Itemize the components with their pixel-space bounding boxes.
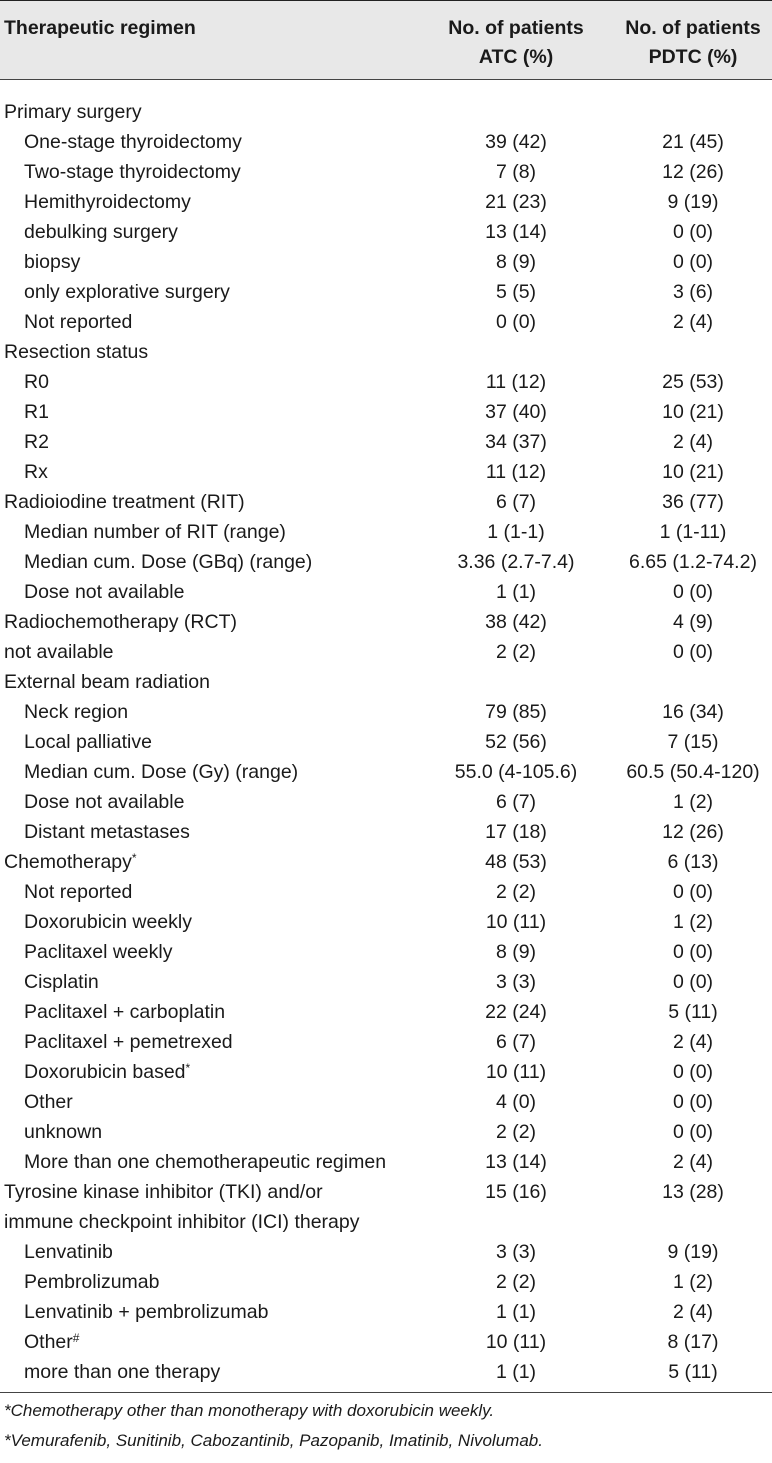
row-label-text: Tyrosine kinase inhibitor (TKI) and/or bbox=[4, 1181, 323, 1203]
row-label-text: more than one therapy bbox=[24, 1361, 221, 1383]
cell-pdtc: 10 (21) bbox=[662, 401, 724, 423]
row-label-text: Median cum. Dose (GBq) (range) bbox=[24, 551, 313, 573]
cell-atc: 15 (16) bbox=[485, 1181, 547, 1203]
table-row bbox=[0, 1237, 772, 1267]
row-label-text: Paclitaxel weekly bbox=[24, 941, 173, 963]
cell-pdtc: 2 (4) bbox=[672, 1151, 714, 1173]
table-row bbox=[0, 1087, 772, 1117]
row-label bbox=[4, 847, 137, 877]
row-label bbox=[24, 157, 241, 187]
table-row bbox=[0, 1027, 772, 1057]
cell-pdtc: 0 (0) bbox=[672, 941, 714, 963]
table-row bbox=[0, 367, 772, 397]
row-label bbox=[24, 1057, 190, 1087]
cell-pdtc: 6.65 (1.2-74.2) bbox=[629, 551, 757, 573]
cell-atc: 2 (2) bbox=[495, 641, 537, 663]
row-label bbox=[24, 1297, 268, 1327]
row-label bbox=[24, 1357, 220, 1387]
cell-atc: 10 (11) bbox=[485, 1331, 547, 1353]
cell-atc: 2 (2) bbox=[495, 1121, 537, 1143]
cell-pdtc: 6 (13) bbox=[667, 851, 719, 873]
cell-atc: 22 (24) bbox=[485, 1001, 547, 1023]
footnote-marker: # bbox=[72, 1331, 80, 1345]
row-label bbox=[24, 1237, 113, 1267]
cell-atc: 55.0 (4-105.6) bbox=[454, 761, 578, 783]
cell-pdtc: 5 (11) bbox=[668, 1361, 718, 1383]
row-label-text: biopsy bbox=[24, 251, 81, 273]
row-label bbox=[24, 817, 190, 847]
cell-atc: 3 (3) bbox=[495, 971, 537, 993]
cell-pdtc: 60.5 (50.4-120) bbox=[626, 761, 760, 783]
cell-atc: 1 (1-1) bbox=[487, 521, 545, 543]
cell-pdtc: 2 (4) bbox=[672, 311, 714, 333]
cell-atc: 38 (42) bbox=[485, 611, 547, 633]
table-row bbox=[0, 787, 772, 817]
row-label-text: Lenvatinib + pembrolizumab bbox=[24, 1301, 269, 1323]
cell-pdtc: 21 (45) bbox=[662, 131, 724, 153]
row-label bbox=[24, 547, 312, 577]
cell-atc: 13 (14) bbox=[485, 221, 547, 243]
cell-pdtc: 12 (26) bbox=[662, 161, 724, 183]
header-pdtc-line2: PDTC (%) bbox=[648, 46, 738, 68]
cell-atc: 52 (56) bbox=[485, 731, 547, 753]
table-row bbox=[0, 547, 772, 577]
row-label-text: External beam radiation bbox=[4, 671, 210, 693]
cell-pdtc: 25 (53) bbox=[662, 371, 724, 393]
table-row bbox=[0, 127, 772, 157]
row-label bbox=[24, 397, 49, 427]
row-label bbox=[24, 877, 132, 907]
row-label-text: Dose not available bbox=[24, 581, 185, 603]
header-pdtc bbox=[614, 14, 772, 72]
cell-pdtc: 0 (0) bbox=[672, 1121, 714, 1143]
header-pdtc-line1: No. of patients bbox=[625, 17, 761, 39]
row-label-text: Radioiodine treatment (RIT) bbox=[4, 491, 245, 513]
row-label-text: Paclitaxel + carboplatin bbox=[24, 1001, 226, 1023]
row-label-text: Neck region bbox=[24, 701, 129, 723]
table-row bbox=[0, 907, 772, 937]
table-row bbox=[0, 637, 772, 667]
row-label-text: Pembrolizumab bbox=[24, 1271, 160, 1293]
cell-pdtc: 10 (21) bbox=[662, 461, 724, 483]
row-label bbox=[4, 97, 142, 127]
cell-atc: 2 (2) bbox=[495, 1271, 537, 1293]
footnote-chemotherapy: *Chemotherapy other than monotherapy with doxorubicin weekly. bbox=[4, 1401, 495, 1420]
row-label-text: Lenvatinib bbox=[24, 1241, 113, 1263]
cell-pdtc: 9 (19) bbox=[667, 191, 719, 213]
table-row bbox=[0, 1357, 772, 1387]
cell-atc: 4 (0) bbox=[495, 1091, 537, 1113]
row-label bbox=[24, 277, 230, 307]
cell-pdtc: 2 (4) bbox=[672, 1031, 714, 1053]
cell-atc: 3 (3) bbox=[495, 1241, 537, 1263]
row-label-text: R2 bbox=[24, 431, 49, 453]
row-label bbox=[24, 247, 80, 277]
cell-pdtc: 3 (6) bbox=[672, 281, 714, 303]
row-label-text-continued: immune checkpoint inhibitor (ICI) therapy bbox=[4, 1211, 360, 1233]
row-label-text: Median number of RIT (range) bbox=[24, 521, 286, 543]
cell-pdtc: 2 (4) bbox=[672, 1301, 714, 1323]
row-label-text: More than one chemotherapeutic regimen bbox=[24, 1151, 387, 1173]
table-row bbox=[0, 1057, 772, 1087]
cell-pdtc: 1 (1-11) bbox=[659, 521, 727, 543]
cell-atc: 13 (14) bbox=[485, 1151, 547, 1173]
row-label bbox=[24, 1267, 159, 1297]
row-label bbox=[24, 127, 242, 157]
cell-atc: 5 (5) bbox=[495, 281, 537, 303]
row-label bbox=[24, 907, 192, 937]
header-atc-line1: No. of patients bbox=[448, 17, 584, 39]
cell-pdtc: 0 (0) bbox=[672, 221, 714, 243]
row-label bbox=[4, 607, 237, 637]
table-row bbox=[0, 607, 772, 637]
footnote-marker: * bbox=[185, 1061, 191, 1075]
row-label-text: Not reported bbox=[24, 881, 133, 903]
cell-pdtc: 2 (4) bbox=[672, 431, 714, 453]
row-label-text: Other bbox=[24, 1091, 73, 1113]
cell-atc: 10 (11) bbox=[485, 911, 547, 933]
cell-atc: 1 (1) bbox=[495, 1301, 537, 1323]
row-label bbox=[24, 457, 48, 487]
table-row bbox=[0, 997, 772, 1027]
row-label-text: Paclitaxel + pemetrexed bbox=[24, 1031, 233, 1053]
row-label-text: Doxorubicin weekly bbox=[24, 911, 192, 933]
table-row bbox=[0, 337, 772, 367]
row-label bbox=[24, 967, 99, 997]
table-row bbox=[0, 517, 772, 547]
row-label bbox=[24, 697, 128, 727]
row-label-text: R1 bbox=[24, 401, 49, 423]
cell-atc: 1 (1) bbox=[495, 1361, 537, 1383]
cell-pdtc: 16 (34) bbox=[662, 701, 724, 723]
row-label bbox=[24, 727, 152, 757]
cell-pdtc: 1 (2) bbox=[672, 1271, 714, 1293]
cell-pdtc: 1 (2) bbox=[672, 911, 714, 933]
row-label bbox=[24, 757, 298, 787]
header-atc bbox=[430, 14, 602, 72]
cell-pdtc: 0 (0) bbox=[672, 971, 714, 993]
row-label bbox=[24, 937, 172, 967]
table-row bbox=[0, 667, 772, 697]
cell-pdtc: 0 (0) bbox=[672, 251, 714, 273]
table-row bbox=[0, 157, 772, 187]
cell-pdtc: 0 (0) bbox=[672, 581, 714, 603]
table-row bbox=[0, 1297, 772, 1327]
row-label bbox=[4, 1177, 360, 1237]
cell-atc: 37 (40) bbox=[485, 401, 547, 423]
table-row bbox=[0, 217, 772, 247]
row-label-text: Rx bbox=[24, 461, 48, 483]
cell-atc: 10 (11) bbox=[485, 1061, 547, 1083]
row-label-text: Primary surgery bbox=[4, 101, 142, 123]
row-label-text: Resection status bbox=[4, 341, 149, 363]
row-label bbox=[24, 187, 191, 217]
row-label-text: Hemithyroidectomy bbox=[24, 191, 191, 213]
row-label-text: unknown bbox=[24, 1121, 103, 1143]
cell-pdtc: 0 (0) bbox=[672, 1061, 714, 1083]
row-label-text: Median cum. Dose (Gy) (range) bbox=[24, 761, 299, 783]
row-label bbox=[24, 1027, 233, 1057]
row-label bbox=[24, 367, 49, 397]
cell-pdtc: 9 (19) bbox=[667, 1241, 719, 1263]
table-row bbox=[0, 1327, 772, 1357]
footnote-marker: * bbox=[131, 851, 137, 865]
cell-atc: 6 (7) bbox=[495, 791, 537, 813]
cell-pdtc: 7 (15) bbox=[667, 731, 719, 753]
cell-atc: 6 (7) bbox=[495, 491, 537, 513]
row-label bbox=[4, 637, 114, 667]
table-row bbox=[0, 247, 772, 277]
cell-atc: 0 (0) bbox=[495, 311, 537, 333]
row-label-text: Radiochemotherapy (RCT) bbox=[4, 611, 238, 633]
cell-pdtc: 0 (0) bbox=[672, 641, 714, 663]
cell-pdtc: 5 (11) bbox=[668, 1001, 718, 1023]
cell-atc: 17 (18) bbox=[485, 821, 547, 843]
header-atc-line2: ATC (%) bbox=[478, 46, 554, 68]
table-row bbox=[0, 487, 772, 517]
row-label-text: Not reported bbox=[24, 311, 133, 333]
cell-atc: 34 (37) bbox=[485, 431, 547, 453]
row-label-text: Other bbox=[24, 1331, 73, 1353]
cell-atc: 1 (1) bbox=[495, 581, 537, 603]
row-label-text: only explorative surgery bbox=[24, 281, 230, 303]
cell-atc: 2 (2) bbox=[495, 881, 537, 903]
row-label bbox=[24, 1117, 102, 1147]
row-label bbox=[24, 517, 286, 547]
row-label bbox=[24, 1147, 386, 1177]
table-row bbox=[0, 277, 772, 307]
row-label bbox=[24, 787, 184, 817]
table-row bbox=[0, 1267, 772, 1297]
table-row bbox=[0, 697, 772, 727]
table-row bbox=[0, 1117, 772, 1147]
row-label-text: not available bbox=[4, 641, 114, 663]
table-row bbox=[0, 97, 772, 127]
cell-atc: 11 (12) bbox=[485, 371, 547, 393]
row-label-text: Local palliative bbox=[24, 731, 152, 753]
row-label bbox=[4, 667, 210, 697]
table-row bbox=[0, 577, 772, 607]
row-label bbox=[24, 1087, 73, 1117]
cell-atc: 79 (85) bbox=[485, 701, 547, 723]
cell-pdtc: 12 (26) bbox=[662, 821, 724, 843]
cell-pdtc: 4 (9) bbox=[672, 611, 714, 633]
table-row bbox=[0, 727, 772, 757]
row-label-text: Doxorubicin based bbox=[24, 1061, 186, 1083]
cell-atc: 8 (9) bbox=[495, 941, 537, 963]
table-row bbox=[0, 187, 772, 217]
row-label-text: Distant metastases bbox=[24, 821, 190, 843]
row-label-text: debulking surgery bbox=[24, 221, 178, 243]
row-label bbox=[24, 217, 178, 247]
row-label bbox=[24, 307, 132, 337]
cell-pdtc: 13 (28) bbox=[662, 1181, 724, 1203]
table-row bbox=[0, 877, 772, 907]
cell-atc: 39 (42) bbox=[485, 131, 547, 153]
cell-atc: 6 (7) bbox=[495, 1031, 537, 1053]
cell-atc: 3.36 (2.7-7.4) bbox=[457, 551, 575, 573]
cell-atc: 8 (9) bbox=[495, 251, 537, 273]
cell-pdtc: 36 (77) bbox=[662, 491, 724, 513]
table-row bbox=[0, 1177, 772, 1237]
table-header bbox=[0, 0, 772, 80]
table-body bbox=[0, 97, 772, 1387]
row-label-text: R0 bbox=[24, 371, 49, 393]
table-row bbox=[0, 1147, 772, 1177]
table-row bbox=[0, 427, 772, 457]
header-regimen: Therapeutic regimen bbox=[4, 17, 196, 39]
row-label bbox=[4, 337, 148, 367]
row-label bbox=[24, 427, 49, 457]
table-row bbox=[0, 967, 772, 997]
cell-atc: 7 (8) bbox=[495, 161, 537, 183]
row-label-text: Cisplatin bbox=[24, 971, 99, 993]
table-row bbox=[0, 307, 772, 337]
table-row bbox=[0, 397, 772, 427]
row-label bbox=[4, 487, 245, 517]
cell-atc: 11 (12) bbox=[485, 461, 547, 483]
row-label bbox=[24, 997, 225, 1027]
cell-pdtc: 8 (17) bbox=[667, 1331, 719, 1353]
table-row bbox=[0, 817, 772, 847]
row-label-text: Dose not available bbox=[24, 791, 185, 813]
table-row bbox=[0, 937, 772, 967]
row-label-text: Two-stage thyroidectomy bbox=[24, 161, 241, 183]
cell-pdtc: 0 (0) bbox=[672, 1091, 714, 1113]
row-label-text: One-stage thyroidectomy bbox=[24, 131, 242, 153]
table-row bbox=[0, 757, 772, 787]
row-label-text: Chemotherapy bbox=[4, 851, 132, 873]
cell-pdtc: 0 (0) bbox=[672, 881, 714, 903]
row-label bbox=[24, 577, 184, 607]
cell-pdtc: 1 (2) bbox=[672, 791, 714, 813]
cell-atc: 21 (23) bbox=[485, 191, 547, 213]
cell-atc: 48 (53) bbox=[485, 851, 547, 873]
table-row bbox=[0, 847, 772, 877]
table-bottom-rule bbox=[0, 1392, 772, 1393]
footnote-other-therapies: *Vemurafenib, Sunitinib, Cabozantinib, Pazopanib, Imatinib, Nivolumab. bbox=[4, 1431, 543, 1450]
table-row bbox=[0, 457, 772, 487]
row-label bbox=[24, 1327, 79, 1357]
